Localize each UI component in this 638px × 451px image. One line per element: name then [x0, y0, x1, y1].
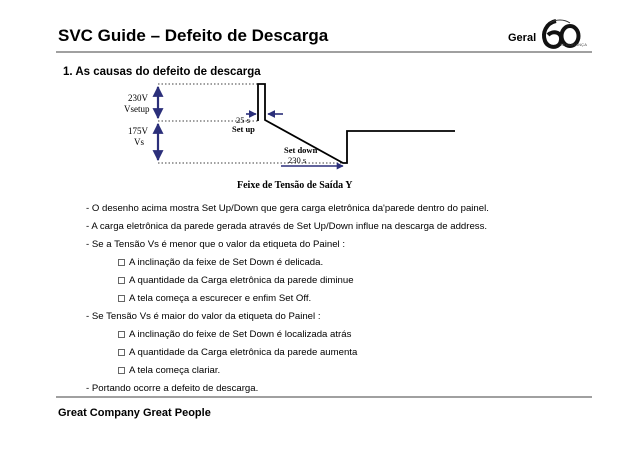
checkbox-bullet-icon — [118, 259, 125, 266]
label-setdown: Set down — [284, 145, 318, 155]
text-line-1: - O desenho acima mostra Set Up/Down que gera carga eletrônica da'parede dentro do painel. — [86, 203, 489, 214]
list-item — [118, 329, 351, 340]
list-item — [118, 257, 323, 268]
label-setup: Set up — [232, 124, 255, 134]
label-175v: 175V — [128, 126, 148, 136]
footer-divider — [56, 396, 592, 398]
page-title: SVC Guide – Defeito de Descarga — [58, 26, 329, 45]
text-line-3: - Se a Tensão Vs é menor que o valor da etiqueta do Painel : — [86, 239, 346, 250]
category-label: Geral — [508, 32, 537, 44]
text-line-2: - A carga eletrônica da parede gerada através de Set Up/Down influe na descarga de address. — [86, 221, 488, 232]
list-item-text: A tela começa clariar. — [129, 365, 221, 376]
checkbox-bullet-icon — [118, 331, 125, 338]
list-item — [118, 347, 357, 358]
list-item — [118, 365, 220, 376]
list-item — [118, 275, 354, 286]
label-vs: Vs — [134, 137, 145, 147]
voltage-waveform-diagram — [0, 0, 638, 200]
list-item-text: A quantidade da Carga eletrônica da parede aumenta — [129, 347, 358, 358]
label-230us: 230 s — [288, 155, 307, 165]
list-item-text: A quantidade da Carga eletrônica da parede diminue — [129, 275, 354, 286]
section-heading: 1. As causas do defeito de descarga — [63, 66, 261, 78]
list-item-text: A inclinação do feixe de Set Down é localizada atrás — [129, 329, 352, 340]
text-line-4: - Se Tensão Vs é maior do valor da etiqueta do Painel : — [86, 311, 321, 322]
text-line-5: - Portando ocorre a defeito de descarga. — [86, 383, 259, 394]
checkbox-bullet-icon — [118, 295, 125, 302]
diagram-caption: Feixe de Tensão de Saída Y — [237, 180, 353, 191]
label-230v: 230V — [128, 93, 148, 103]
list-item-text: A tela começa a escurecer e enfim Set Off. — [129, 293, 312, 304]
list-item — [118, 293, 311, 304]
footer-slogan: Great Company Great People — [58, 407, 211, 419]
checkbox-bullet-icon — [118, 277, 125, 284]
checkbox-bullet-icon — [118, 367, 125, 374]
label-vsetup: Vsetup — [124, 104, 150, 114]
label-25us: 25 s — [236, 115, 250, 125]
logo-text: SEGURANÇA — [560, 42, 588, 47]
list-item-text: A inclinação da feixe de Set Down é delicada. — [129, 257, 324, 268]
checkbox-bullet-icon — [118, 349, 125, 356]
